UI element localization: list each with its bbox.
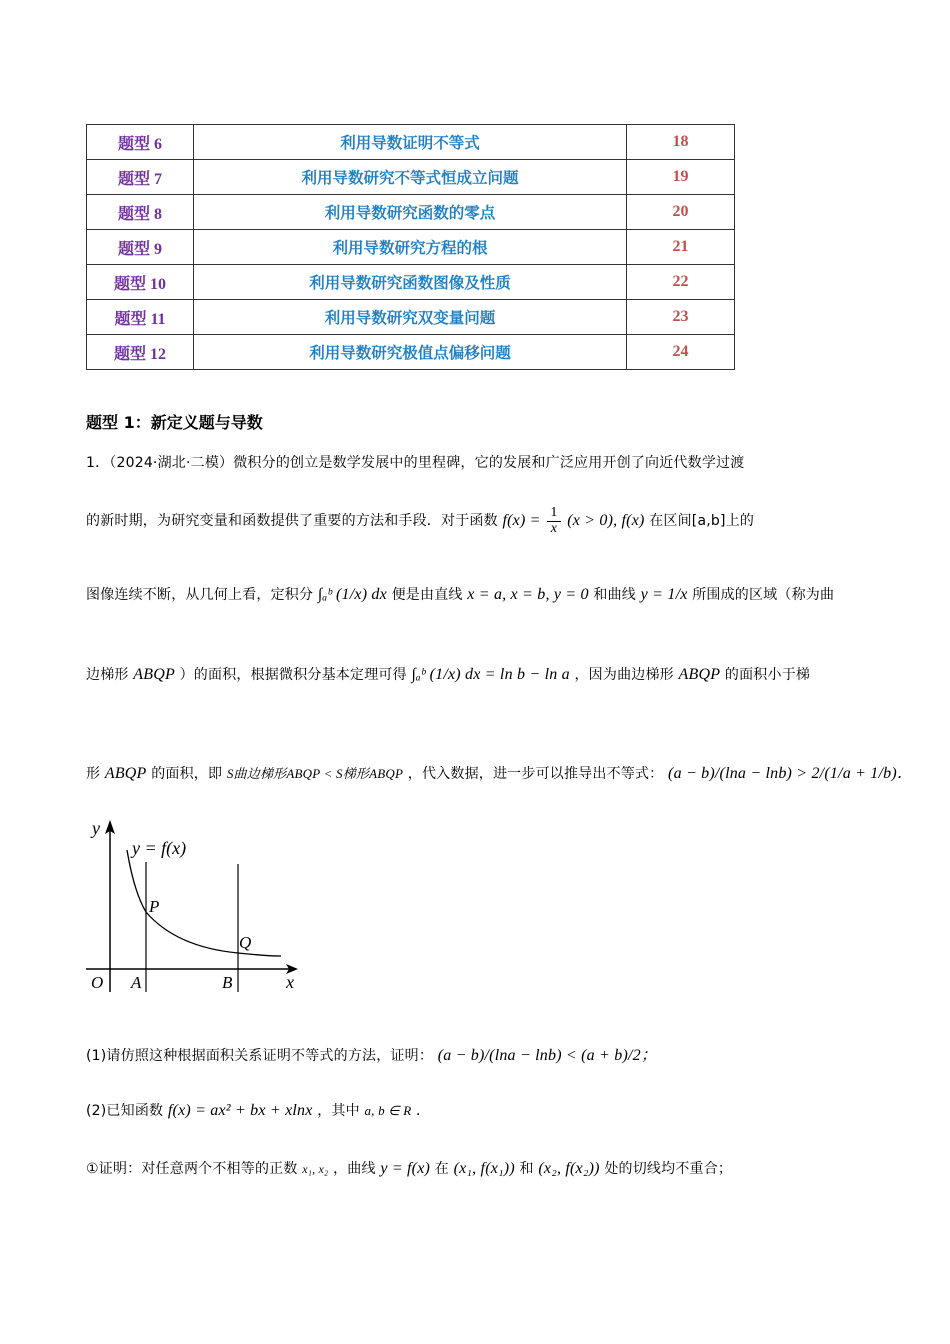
toc-page: 21 (627, 230, 735, 265)
toc-title: 利用导数研究不等式恒成立问题 (194, 160, 627, 195)
toc-row (87, 125, 735, 160)
text: 在区间[a,b]上的 (649, 513, 755, 530)
y-axis-label: y (92, 818, 100, 838)
sub-question-1 (86, 1158, 732, 1178)
toc-page: 22 (627, 265, 735, 300)
text: 图像连续不断，从几何上看，定积分 (86, 587, 314, 603)
math-curve: y = 1/x (640, 586, 688, 603)
toc-type: 题型 7 (87, 160, 194, 195)
part1-formula: (a − b)/(lna − lnb) < (a + b)/2； (437, 1047, 658, 1064)
text: 和 (519, 1161, 534, 1177)
toc-page: 23 (627, 300, 735, 335)
text: 在 (434, 1161, 449, 1177)
text: ，因为曲边梯形 (574, 667, 674, 683)
problem-line-3 (86, 584, 834, 604)
text: 处的切线均不重合； (604, 1161, 733, 1177)
toc-page: 20 (627, 195, 735, 230)
toc-table (86, 124, 735, 370)
problem-line-1: 1．（2024·湖北·二模）微积分的创立是数学发展中的里程碑，它的发展和广泛应用开创了向近代数学过渡 (86, 455, 745, 471)
toc-title: 利用导数研究函数的零点 (194, 195, 627, 230)
toc-page: 19 (627, 160, 735, 195)
text: 的新时期，为研究变量和函数提供了重要的方法和手段．对于函数 (86, 513, 498, 530)
text: ①证明：对任意两个不相等的正数 (86, 1161, 298, 1177)
math-abqp: ABQP (104, 765, 147, 782)
point-p-label: P (149, 897, 160, 916)
text: 所围成的区域（称为曲 (692, 587, 835, 603)
text: ． (416, 1103, 431, 1119)
problem-line-5 (86, 760, 913, 783)
part2-formula: f(x) = ax² + bx + xlnx (167, 1102, 313, 1119)
math-lines: x = a, x = b, y = 0 (467, 586, 589, 603)
math-abqp: ABQP (678, 666, 721, 683)
x-axis-label: x (286, 972, 294, 992)
text: 和曲线 (593, 587, 637, 603)
toc-row (87, 195, 735, 230)
integral: ∫ₐᵇ (1/x) dx (317, 586, 387, 603)
point-q-label: Q (239, 933, 252, 952)
toc-type: 题型 9 (87, 230, 194, 265)
toc-title: 利用导数研究方程的根 (194, 230, 627, 265)
text: 便是由直线 (391, 587, 463, 603)
toc-row (87, 300, 735, 335)
toc-title: 利用导数研究双变量问题 (194, 300, 627, 335)
text: (2)已知函数 (86, 1103, 164, 1119)
text: ，曲线 (333, 1161, 376, 1177)
text: (1)请仿照这种根据面积关系证明不等式的方法，证明： (86, 1048, 434, 1064)
text: ，代入数据，进一步可以推导出不等式： (407, 766, 664, 782)
condition: a, b ∈ R (364, 1103, 412, 1118)
toc-title: 利用导数研究极值点偏移问题 (194, 335, 627, 370)
area-inequality: S曲边梯形ABQP < S梯形ABQP (226, 766, 404, 781)
toc-row (87, 335, 735, 370)
toc-title: 利用导数证明不等式 (194, 125, 627, 160)
vars: x₁, x₂ (302, 1162, 329, 1176)
math-abqp: ABQP (133, 666, 175, 683)
point-a-label: A (131, 973, 142, 992)
function-graph (86, 812, 306, 992)
derived-inequality: (a − b)/(lna − lnb) > 2/(1/a + 1/b)． (668, 765, 914, 782)
text: 的面积小于梯 (724, 667, 811, 683)
math-domain: (x > 0), f(x) (567, 512, 645, 530)
toc-row (87, 160, 735, 195)
math-fx: f(x) = (502, 512, 541, 530)
toc-type: 题型 11 (87, 300, 194, 335)
section-heading: 题型 1：新定义题与导数 (86, 413, 263, 432)
fraction: $\frac{1}{x}$ (547, 506, 560, 536)
toc-type: 题型 12 (87, 335, 194, 370)
point-2: (x₂, f(x₂)) (538, 1160, 600, 1177)
toc-type: 题型 10 (87, 265, 194, 300)
point-1: (x₁, f(x₁)) (453, 1160, 515, 1177)
toc-row (87, 230, 735, 265)
text: 的面积，即 (151, 766, 223, 782)
part-1 (86, 1042, 657, 1065)
problem-line-4 (86, 664, 810, 684)
toc-type: 题型 8 (87, 195, 194, 230)
part-2 (86, 1100, 430, 1120)
text: 边梯形 (86, 667, 129, 683)
text: ，其中 (317, 1103, 360, 1119)
toc-row (87, 265, 735, 300)
point-b-label: B (222, 973, 233, 992)
toc-type: 题型 6 (87, 125, 194, 160)
toc-page: 24 (627, 335, 735, 370)
curve: y = f(x) (380, 1160, 431, 1177)
toc-page: 18 (627, 125, 735, 160)
curve-label: y = f(x) (132, 838, 187, 858)
problem-line-2 (86, 506, 754, 536)
toc-title: 利用导数研究函数图像及性质 (194, 265, 627, 300)
text: ）的面积，根据微积分基本定理可得 (179, 667, 407, 683)
text: 形 (86, 766, 101, 782)
integral-formula: ∫ₐᵇ (1/x) dx = ln b − ln a (411, 666, 570, 683)
origin-label: O (91, 973, 104, 992)
